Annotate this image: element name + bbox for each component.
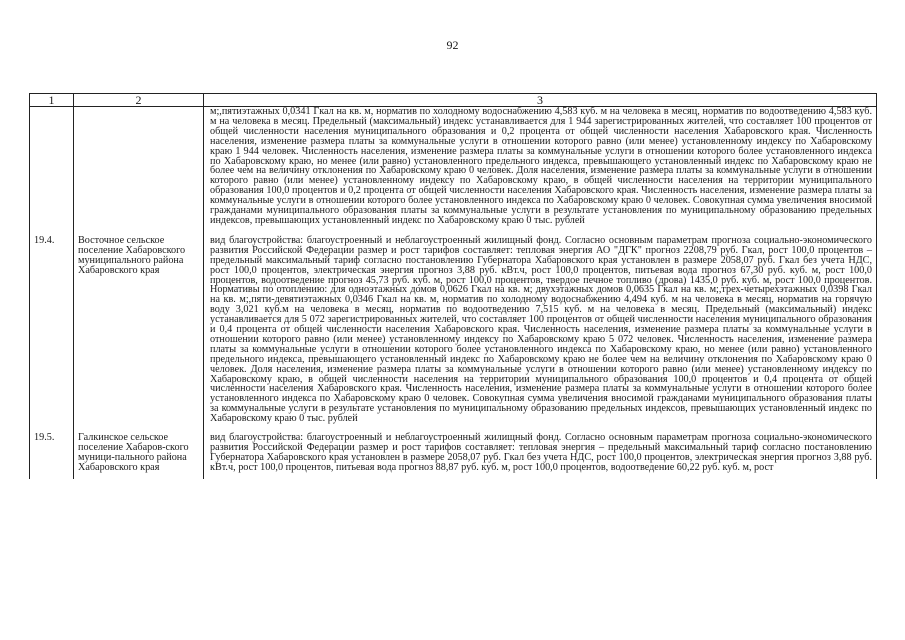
column-header-text: 3 (204, 94, 877, 107)
tariff-description: вид благоустройства: благоустроенный и неблагоустроенный жилищный фонд. Согласно основным параметрам прогноза социально-экономического развития Российской Федерации размер и рост тарифов составляет: тепловая энергия АО "ДГК" прогноз 2208,79 руб. Гкал, рост 100,0 процентов – предельный максимальный тариф согласно постановлению Губернатора Хабаровского края установлен в размере 2058,07 руб. Гкал без учета НДС, рост 100,0 процентов, электрическая энергия прогноз 3,88 руб. кВт.ч, рост 100,0 процентов, питьевая вода прогноз 67,30 руб. куб. м, рост 100,0 процентов, водоотведение прогноз 45,73 руб. куб. м, рост 100,0 процентов, твердое печное топливо (дрова) 1435,0 руб. куб. м, рост 100,0 процентов. Нормативы по отоплению: для одноэтажных домов 0,0626 Гкал на кв. м; двухэтажных домов 0,0635 Гкал на кв. м;,трех-четырехэтажных 0,0398 Гкал на кв. м;,пяти-девятиэтажных 0,0346 Гкал на кв. м, норматив по холодному водоснабжению 4,494 куб. м на человека в месяц, норматив на горячую воду 3,021 куб.м на человека в месяц, норматив по водоотведению 7,515 куб. м на человека в месяц. Предельный (максимальный) индекс устанавливается для 5 072 зарегистрированных жителей, что составляет 100 процентов от общей численности населения муниципального образования и 0,4 процента от общей численности населения Хабаровского края. Численность населения, изменение размера платы за коммунальные услуги в отношении которого равно (или менее) установленному индексу по Хабаровскому краю 5 072 человек. Численность населения, изменение размера платы за коммунальные услуги в отношении которого более установленного индекса по Хабаровскому краю, но менее (или равно) установленного предельного индекса, превышающего установленный индекс по Хабаровскому краю не более чем на величину отклонения по Хабаровскому краю 0 человек. Доля населения, изменение размера платы за коммунальные услуги в отношении которого равно (или менее) установленному индексу по Хабаровскому краю, в общей численности населения на территории муниципального образования 100,0 процентов и 0,4 процента от общей численности населения Хабаровского края. Численность населения, изменение размера платы за коммунальные услуги в отношении которого более установленного индекса по Хабаровскому краю 0 человек. Совокупная сумма увеличения вносимой гражданами муниципального образования платы за коммунальные услуги в результате установления по муниципальному образованию предельных индексов, превышающих установленный индекс по Хабаровскому краю 0 тыс. рублей (210, 234, 872, 425)
page-number: 92 (446, 38, 459, 52)
table-row (30, 107, 877, 233)
row-number: 19.5. (30, 430, 74, 479)
row-text-cell (204, 107, 877, 233)
table-row (30, 430, 877, 479)
row-number (30, 107, 74, 233)
tariff-table (29, 93, 877, 479)
column-header-name: 2 (74, 94, 204, 107)
municipality-name: Восточное сельское поселение Хабаровского муниципального района Хабаровского края (74, 233, 204, 430)
row-number: 19.4. (30, 233, 74, 430)
column-header-number: 1 (30, 94, 74, 107)
tariff-description: вид благоустройства: благоустроенный и неблагоустроенный жилищный фонд. Согласно основным параметрам прогноза социально-экономического развития Российской Федерации размер и рост тарифов составляет: тепловая энергия – предельный максимальный тариф согласно постановлению Губернатора Хабаровского края установлен в размере 2058,07 руб. Гкал без учета НДС, рост 100,0 процентов, электрическая энергия прогноз 3,88 руб. кВт.ч, рост 100,0 процентов, питьевая вода прогноз 88,87 руб. куб. м, рост 100,0 процентов, водоотведение 60,22 руб. куб. м, рост (210, 432, 872, 473)
table-header-row (30, 94, 877, 107)
table-row (30, 233, 877, 430)
municipality-name (74, 107, 204, 233)
row-text-cell (204, 430, 877, 479)
tariff-description: м;,пятиэтажных 0,0341 Гкал на кв. м, норматив по холодному водоснабжению 4,583 куб. м на человека в месяц, норматив по водоотведению 4,583 куб. м на человека в месяц. Предельный (максимальный) индекс устанавливается для 1 944 зарегистрированных жителей, что составляет 100 процентов от общей численности населения муниципального образования и 0,2 процента от общей численности населения Хабаровского края. Численность населения, изменение размера платы за коммунальные услуги в отношении которого равно (или менее) установленному индексу по Хабаровскому краю 1 944 человек. Численность населения, изменение размера платы за коммунальные услуги в отношении которого более установленного индекса по Хабаровскому краю, но менее (или равно) установленного предельного индекса, превышающего установленный индекс по Хабаровскому краю не более чем на величину отклонения по Хабаровскому краю 0 человек. Доля населения, изменение размера платы за коммунальные услуги в отношении которого равно (или менее) установленному индексу по Хабаровскому краю, в общей численности населения на территории муниципального образования 100,0 процентов и 0,2 процента от общей численности населения Хабаровского края. Численность населения, изменение размера платы за коммунальные услуги в отношении которого более установленного индекса по Хабаровскому краю 0 человек. Совокупная сумма увеличения вносимой гражданами муниципального образования платы за коммунальные услуги в результате установления по муниципальному образованию предельных индексов, превышающих установленный индекс по Хабаровскому краю 0 тыс. рублей (210, 106, 872, 226)
municipality-name: Галкинское сельское поселение Хабаров-ского муници-пального района Хабаровского края (74, 430, 204, 479)
row-text-cell (204, 233, 877, 430)
